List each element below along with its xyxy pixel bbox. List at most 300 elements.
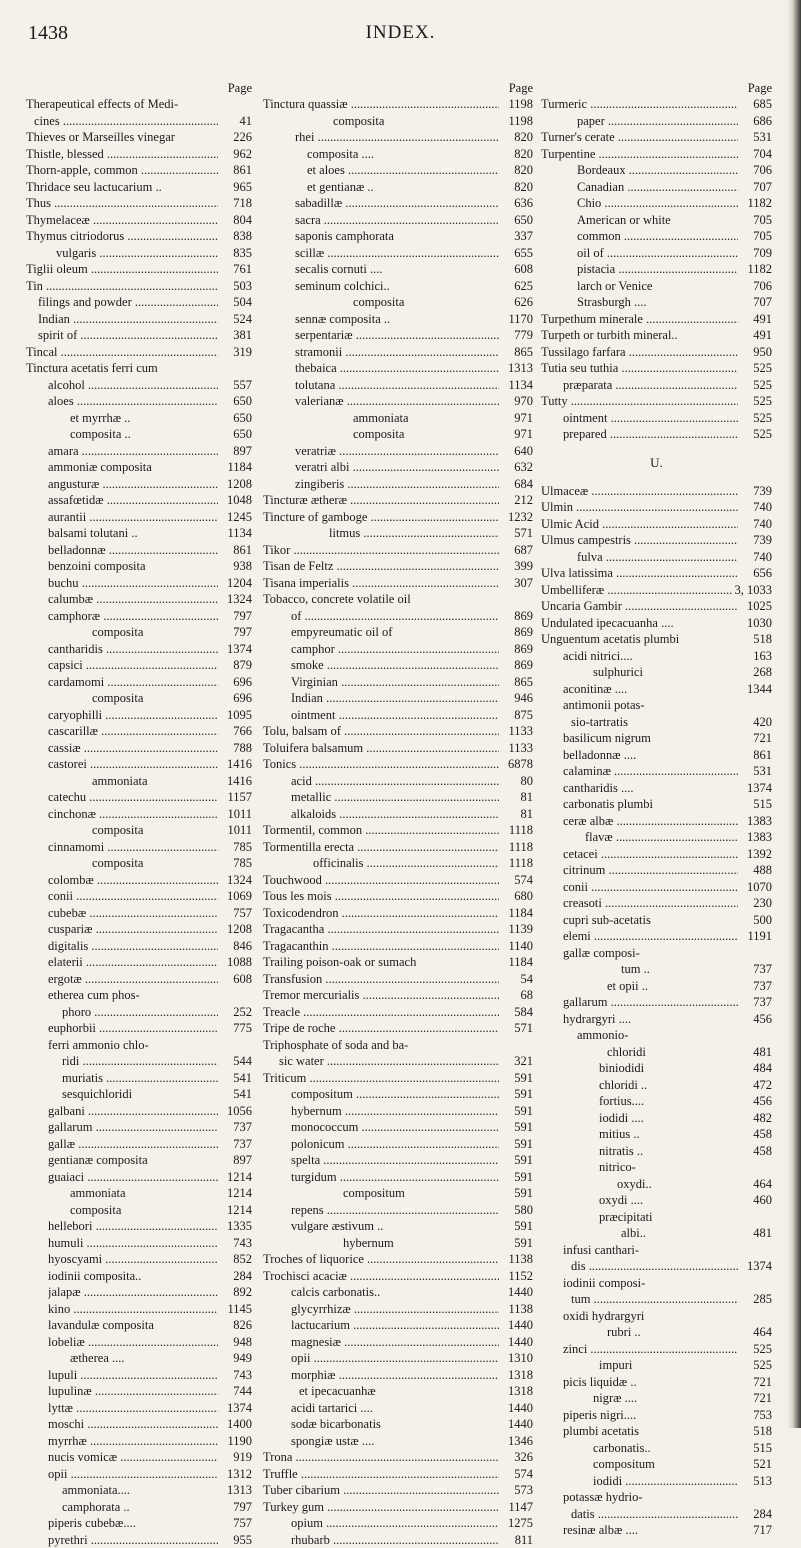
index-entry-page: 6878 [505, 756, 533, 773]
index-entry-term: Triphosphate of soda and ba- [263, 1037, 533, 1054]
index-entry [541, 1275, 772, 1292]
index-entry-term: albi.. [621, 1225, 738, 1242]
index-entry [263, 459, 533, 476]
index-entry-page: 684 [511, 476, 533, 493]
index-entry-page: 574 [511, 1466, 533, 1483]
index-entry-term: ammoniæ composita [48, 459, 218, 476]
index-entry [541, 1060, 772, 1077]
index-entry-term: Trochisci acaciæ ..... [263, 1268, 499, 1285]
index-entry-term: iodinii composi- [563, 1275, 772, 1292]
index-entry-term: phoro ..... [62, 1004, 218, 1021]
index-entry-term: Uncaria Gambir ..... [541, 598, 738, 615]
index-entry-term: ointment ..... [563, 410, 738, 427]
index-entry-term: cantharidis .... [563, 780, 738, 797]
index-entry [263, 294, 533, 311]
index-entry-term: et gentianæ .. [307, 179, 499, 196]
index-entry-list [263, 96, 533, 1548]
index-entry [26, 212, 252, 229]
index-entry-page: 491 [750, 327, 772, 344]
index-entry-page: 591 [511, 1070, 533, 1087]
index-entry [541, 1258, 772, 1275]
index-entry-page: 740 [750, 549, 772, 566]
index-entry [263, 1086, 533, 1103]
index-entry [26, 1416, 252, 1433]
index-entry-page: 420 [750, 714, 772, 731]
index-entry [263, 1466, 533, 1483]
index-entry-term: Tripe de roche ..... [263, 1020, 499, 1037]
index-entry [541, 377, 772, 394]
index-entry [263, 938, 533, 955]
index-entry-page: 704 [750, 146, 772, 163]
index-entry [26, 591, 252, 608]
index-entry [26, 872, 252, 889]
index-entry-page: 504 [230, 294, 252, 311]
index-entry-term: jalapæ ..... [48, 1284, 218, 1301]
index-entry-page: 650 [511, 212, 533, 229]
index-entry-term: acidi nitrici.... [563, 648, 738, 665]
index-entry-term: morphiæ ..... [291, 1367, 499, 1384]
index-entry-page: 574 [511, 872, 533, 889]
index-entry-page: 525 [750, 1357, 772, 1374]
index-entry-term: ceræ albæ ..... [563, 813, 738, 830]
index-entry-term: Tragacanthin ..... [263, 938, 499, 955]
index-entry-page: 1182 [744, 195, 772, 212]
index-entry [26, 1367, 252, 1384]
index-entry-page: 686 [750, 113, 772, 130]
index-entry-page: 1184 [224, 459, 252, 476]
index-entry-page: 835 [230, 245, 252, 262]
index-entry-term: gallarum ..... [563, 994, 738, 1011]
index-entry [26, 1136, 252, 1153]
index-entry-page: 743 [230, 1367, 252, 1384]
index-entry-page: 811 [512, 1532, 533, 1548]
index-entry-term: impuri [599, 1357, 738, 1374]
index-entry [263, 1152, 533, 1169]
index-entry-page: 1313 [505, 360, 533, 377]
index-entry-term: cassiæ ..... [48, 740, 218, 757]
index-entry-page: 721 [750, 1390, 772, 1407]
index-entry-page: 307 [511, 575, 533, 592]
index-entry-term: zinci ..... [563, 1341, 738, 1358]
index-entry-page: 381 [230, 327, 252, 344]
index-entry-term: digitalis ..... [48, 938, 218, 955]
index-entry [541, 664, 772, 681]
index-entry [541, 327, 772, 344]
index-entry-term: nitrico- [599, 1159, 772, 1176]
index-entry-page: 739 [750, 532, 772, 549]
index-entry-page: 1048 [224, 492, 252, 509]
index-entry [26, 1020, 252, 1037]
index-entry [26, 1169, 252, 1186]
index-entry [263, 1284, 533, 1301]
index-entry [541, 1291, 772, 1308]
index-entry-term: Tisan de Feltz ..... [263, 558, 499, 575]
index-entry-page: 1374 [224, 641, 252, 658]
index-entry-page: 1198 [505, 96, 533, 113]
index-entry-term: valerianæ ..... [295, 393, 499, 410]
index-entry-page: 464 [750, 1176, 772, 1193]
index-entry-page: 1416 [224, 756, 252, 773]
index-entry [263, 542, 533, 559]
index-entry-page: 820 [511, 129, 533, 146]
index-entry-page: 1440 [505, 1400, 533, 1417]
index-entry-term: ointment ..... [291, 707, 499, 724]
index-entry-term: lupuli ..... [48, 1367, 218, 1384]
index-entry [541, 360, 772, 377]
index-entry [263, 476, 533, 493]
index-entry-term: Tobacco, concrete volatile oil [263, 591, 533, 608]
index-entry [26, 855, 252, 872]
index-entry-page: 1310 [505, 1350, 533, 1367]
index-entry-term: plumbi acetatis [563, 1423, 738, 1440]
index-entry-term: belladonnæ .... [563, 747, 738, 764]
index-entry [26, 245, 252, 262]
index-entry-page: 946 [511, 690, 533, 707]
index-entry-page: 1440 [505, 1334, 533, 1351]
index-entry-page: 268 [750, 664, 772, 681]
index-entry [26, 806, 252, 823]
index-entry [541, 1159, 772, 1176]
index-entry [26, 542, 252, 559]
index-entry-page: 1145 [224, 1301, 252, 1318]
index-entry-term: præparata ..... [563, 377, 738, 394]
index-entry-page: 632 [511, 459, 533, 476]
index-entry-page: 1056 [224, 1103, 252, 1120]
index-entry [26, 1086, 252, 1103]
index-entry-term: tolutana ..... [295, 377, 499, 394]
index-entry-page: 584 [511, 1004, 533, 1021]
index-entry [263, 1433, 533, 1450]
index-entry-term: sabadillæ ..... [295, 195, 499, 212]
index-entry-page: 1170 [505, 311, 533, 328]
index-entry-page: 744 [230, 1383, 252, 1400]
index-entry-page: 541 [230, 1086, 252, 1103]
index-entry-page: 608 [511, 261, 533, 278]
index-entry-term: Ulmin ..... [541, 499, 738, 516]
index-entry-page: 1346 [505, 1433, 533, 1450]
index-entry-page: 1118 [506, 855, 533, 872]
index-entry-term: ferri ammonio chlo- [48, 1037, 252, 1054]
index-entry-term: et ipecacuanhæ [299, 1383, 499, 1400]
index-entry-term: gallæ composi- [563, 945, 772, 962]
index-entry [541, 1044, 772, 1061]
index-entry-term: hydrargyri .... [563, 1011, 738, 1028]
index-entry-page: 1134 [224, 525, 252, 542]
index-entry [263, 773, 533, 790]
index-entry [263, 492, 533, 509]
index-entry-page: 525 [750, 377, 772, 394]
index-entry [541, 1341, 772, 1358]
index-entry-page: 820 [511, 162, 533, 179]
index-entry [541, 714, 772, 731]
index-entry [263, 261, 533, 278]
index-entry [26, 1301, 252, 1318]
index-entry-page: 861 [230, 542, 252, 559]
index-entry-page: 1392 [744, 846, 772, 863]
index-entry-term: acidi tartarici .... [291, 1400, 499, 1417]
index-entry [263, 1202, 533, 1219]
index-entry-page: 1214 [224, 1202, 252, 1219]
index-entry-term: sulphurici [593, 664, 738, 681]
index-entry-page: 1312 [224, 1466, 252, 1483]
index-entry-term: rhubarb ..... [291, 1532, 499, 1548]
index-entry-term: composita [353, 294, 499, 311]
index-entry [263, 377, 533, 394]
index-entry-term: Tutia seu tuthia ..... [541, 360, 738, 377]
index-entry-term: iodinii composita.. [48, 1268, 218, 1285]
index-entry-term: aurantii ..... [48, 509, 218, 526]
index-entry-term: iodidi .... [599, 1110, 738, 1127]
index-entry-term: polonicum ..... [291, 1136, 499, 1153]
index-entry-term: nitratis .. [599, 1143, 738, 1160]
index-entry-page: 591 [511, 1103, 533, 1120]
index-entry [263, 525, 533, 542]
index-entry-page: 1133 [505, 740, 533, 757]
index-entry-term: glycyrrhizæ ..... [291, 1301, 499, 1318]
index-entry [541, 212, 772, 229]
index-entry [263, 855, 533, 872]
index-entry-term: cubebæ ..... [48, 905, 218, 922]
index-entry [26, 888, 252, 905]
index-entry [541, 129, 772, 146]
index-entry [541, 294, 772, 311]
index-entry-term: chloridi .. [599, 1077, 738, 1094]
index-entry [26, 674, 252, 691]
index-entry-page: 740 [750, 516, 772, 533]
index-entry [26, 1251, 252, 1268]
index-entry-term: humuli ..... [48, 1235, 218, 1252]
index-entry [263, 558, 533, 575]
index-entry [263, 1400, 533, 1417]
index-entry [263, 1367, 533, 1384]
index-entry-term: tum .. [621, 961, 738, 978]
index-entry [541, 1242, 772, 1259]
index-entry-page: 753 [750, 1407, 772, 1424]
index-entry-term: tum ..... [571, 1291, 738, 1308]
index-entry-page: 865 [511, 344, 533, 361]
index-entry [541, 565, 772, 582]
index-entry-page: 1088 [224, 954, 252, 971]
index-entry-page: 488 [750, 862, 772, 879]
index-entry-term: Troches of liquorice ..... [263, 1251, 499, 1268]
index-entry-page: 785 [230, 839, 252, 856]
index-entry-term: sio-tartratis [571, 714, 738, 731]
index-entry [541, 1390, 772, 1407]
index-entry [541, 549, 772, 566]
index-entry-term: resinæ albæ .... [563, 1522, 738, 1539]
index-entry-page: 897 [230, 443, 252, 460]
index-entry [26, 476, 252, 493]
index-entry [26, 641, 252, 658]
index-entry-page: 721 [750, 730, 772, 747]
index-entry-term: larch or Venice [577, 278, 738, 295]
index-entry-page: 869 [511, 657, 533, 674]
index-entry [541, 928, 772, 945]
index-entry-term: conii ..... [48, 888, 218, 905]
index-entry [541, 961, 772, 978]
index-entry-page: 779 [511, 327, 533, 344]
index-entry [541, 483, 772, 500]
index-entry-term: biniodidi [599, 1060, 738, 1077]
index-entry-page: 1275 [505, 1515, 533, 1532]
index-entry-term: opium ..... [291, 1515, 499, 1532]
index-entry-term: oil of ..... [577, 245, 738, 262]
index-entry-term: et opii .. [607, 978, 738, 995]
index-entry-term: præcipitati [599, 1209, 772, 1226]
index-entry-page: 1324 [224, 872, 252, 889]
index-entry [263, 954, 533, 971]
index-entry [263, 426, 533, 443]
index-entry-page: 897 [230, 1152, 252, 1169]
index-entry-term: serpentariæ ..... [295, 327, 499, 344]
index-entry [541, 730, 772, 747]
index-entry-page: 1139 [505, 921, 533, 938]
index-entry [26, 1070, 252, 1087]
index-entry-page: 591 [511, 1169, 533, 1186]
index-entry [26, 839, 252, 856]
index-entry [26, 1350, 252, 1367]
index-entry-page: 820 [511, 146, 533, 163]
index-entry-page: 1070 [744, 879, 772, 896]
index-entry [26, 756, 252, 773]
index-entry-term: of ..... [291, 608, 499, 625]
index-entry-page: 696 [230, 674, 252, 691]
index-entry [26, 558, 252, 575]
index-entry-term: mitius .. [599, 1126, 738, 1143]
index-entry [26, 492, 252, 509]
index-entry [26, 938, 252, 955]
index-entry [263, 393, 533, 410]
index-entry-page: 518 [750, 631, 772, 648]
index-entry-page: 892 [230, 1284, 252, 1301]
index-entry [541, 615, 772, 632]
index-entry-term: officinalis ..... [313, 855, 499, 872]
index-entry-page: 518 [750, 1423, 772, 1440]
index-entry [541, 245, 772, 262]
index-entry [541, 631, 772, 648]
index-entry [26, 1268, 252, 1285]
index-entry [26, 1185, 252, 1202]
index-entry-page: 1030 [744, 615, 772, 632]
index-entry [541, 598, 772, 615]
index-entry [26, 1004, 252, 1021]
index-entry-term: alcohol ..... [48, 377, 218, 394]
index-entry-page: 1214 [224, 1169, 252, 1186]
index-entry [263, 1515, 533, 1532]
index-entry [26, 377, 252, 394]
index-entry [263, 311, 533, 328]
index-entry-term: sacra ..... [295, 212, 499, 229]
index-entry-page: 838 [230, 228, 252, 245]
index-entry [263, 1169, 533, 1186]
index-entry [541, 1407, 772, 1424]
index-entry [263, 1185, 533, 1202]
index-entry-page: 252 [230, 1004, 252, 1021]
index-entry [541, 1489, 772, 1506]
index-entry [541, 1522, 772, 1539]
index-entry [263, 1053, 533, 1070]
index-entry [541, 846, 772, 863]
index-entry-term: composita [70, 1202, 218, 1219]
index-entry-term: Turpeth or turbith mineral.. [541, 327, 738, 344]
index-entry [263, 179, 533, 196]
index-entry [263, 327, 533, 344]
index-entry-term: cascarillæ ..... [48, 723, 218, 740]
index-entry [26, 113, 252, 130]
index-entry-term: veratri albi ..... [295, 459, 499, 476]
index-entry-term: gentianæ composita [48, 1152, 218, 1169]
index-entry-term: American or white [577, 212, 738, 229]
index-entry-term: Tincal ..... [26, 344, 218, 361]
index-entry-term: Transfusion ..... [263, 971, 499, 988]
index-entry [26, 228, 252, 245]
index-entry-term: pistacia ..... [577, 261, 738, 278]
index-entry [26, 1152, 252, 1169]
index-entry [263, 509, 533, 526]
index-entry-term: hybernum ..... [291, 1103, 499, 1120]
index-entry-page: 1190 [224, 1433, 252, 1450]
index-entry [263, 129, 533, 146]
index-entry-term: camphorata .. [62, 1499, 218, 1516]
index-entry-term: Ulmic Acid ..... [541, 516, 738, 533]
index-entry-page: 737 [230, 1136, 252, 1153]
index-entry-page: 1440 [505, 1284, 533, 1301]
index-entry-term: cantharidis ..... [48, 641, 218, 658]
index-entry-term: assafœtidæ ..... [48, 492, 218, 509]
index-entry-page: 1400 [224, 1416, 252, 1433]
index-entry-page: 1374 [744, 780, 772, 797]
index-entry-term: hyoscyami ..... [48, 1251, 218, 1268]
index-entry [26, 740, 252, 757]
index-entry [26, 773, 252, 790]
index-entry-page: 591 [511, 1185, 533, 1202]
index-entry [263, 1532, 533, 1548]
index-entry-term: Tiglii oleum ..... [26, 261, 218, 278]
index-entry-term: hellebori ..... [48, 1218, 218, 1235]
index-entry [541, 311, 772, 328]
index-entry-page: 460 [750, 1192, 772, 1209]
index-entry [541, 747, 772, 764]
index-entry-term: metallic ..... [291, 789, 499, 806]
index-entry [26, 459, 252, 476]
index-entry-term: Touchwood ..... [263, 872, 499, 889]
index-entry [541, 1176, 772, 1193]
index-entry-term: euphorbii ..... [48, 1020, 218, 1037]
index-entry [541, 1225, 772, 1242]
index-entry-page: 640 [511, 443, 533, 460]
index-entry-page: 706 [750, 162, 772, 179]
index-entry-page: 1118 [506, 839, 533, 856]
index-entry-term: Indian ..... [38, 311, 218, 328]
index-entry [263, 146, 533, 163]
index-entry-term: amara ..... [48, 443, 218, 460]
index-entry-term: ammoniata [92, 773, 218, 790]
index-entry [263, 723, 533, 740]
index-entry [541, 393, 772, 410]
index-entry-page: 1383 [744, 829, 772, 846]
index-entry-page: 740 [750, 499, 772, 516]
page-number: 1438 [28, 22, 68, 45]
index-entry-term: gallarum ..... [48, 1119, 218, 1136]
index-entry [26, 1202, 252, 1219]
index-entry-term: Undulated ipecacuanha .... [541, 615, 738, 632]
index-entry-term: sodæ bicarbonatis [291, 1416, 499, 1433]
index-entry-page: 1208 [224, 921, 252, 938]
index-entry-page: 319 [230, 344, 252, 361]
index-entry-term: Thieves or Marseilles vinegar [26, 129, 218, 146]
index-entry [263, 707, 533, 724]
index-entry-term: oxydi.. [617, 1176, 738, 1193]
